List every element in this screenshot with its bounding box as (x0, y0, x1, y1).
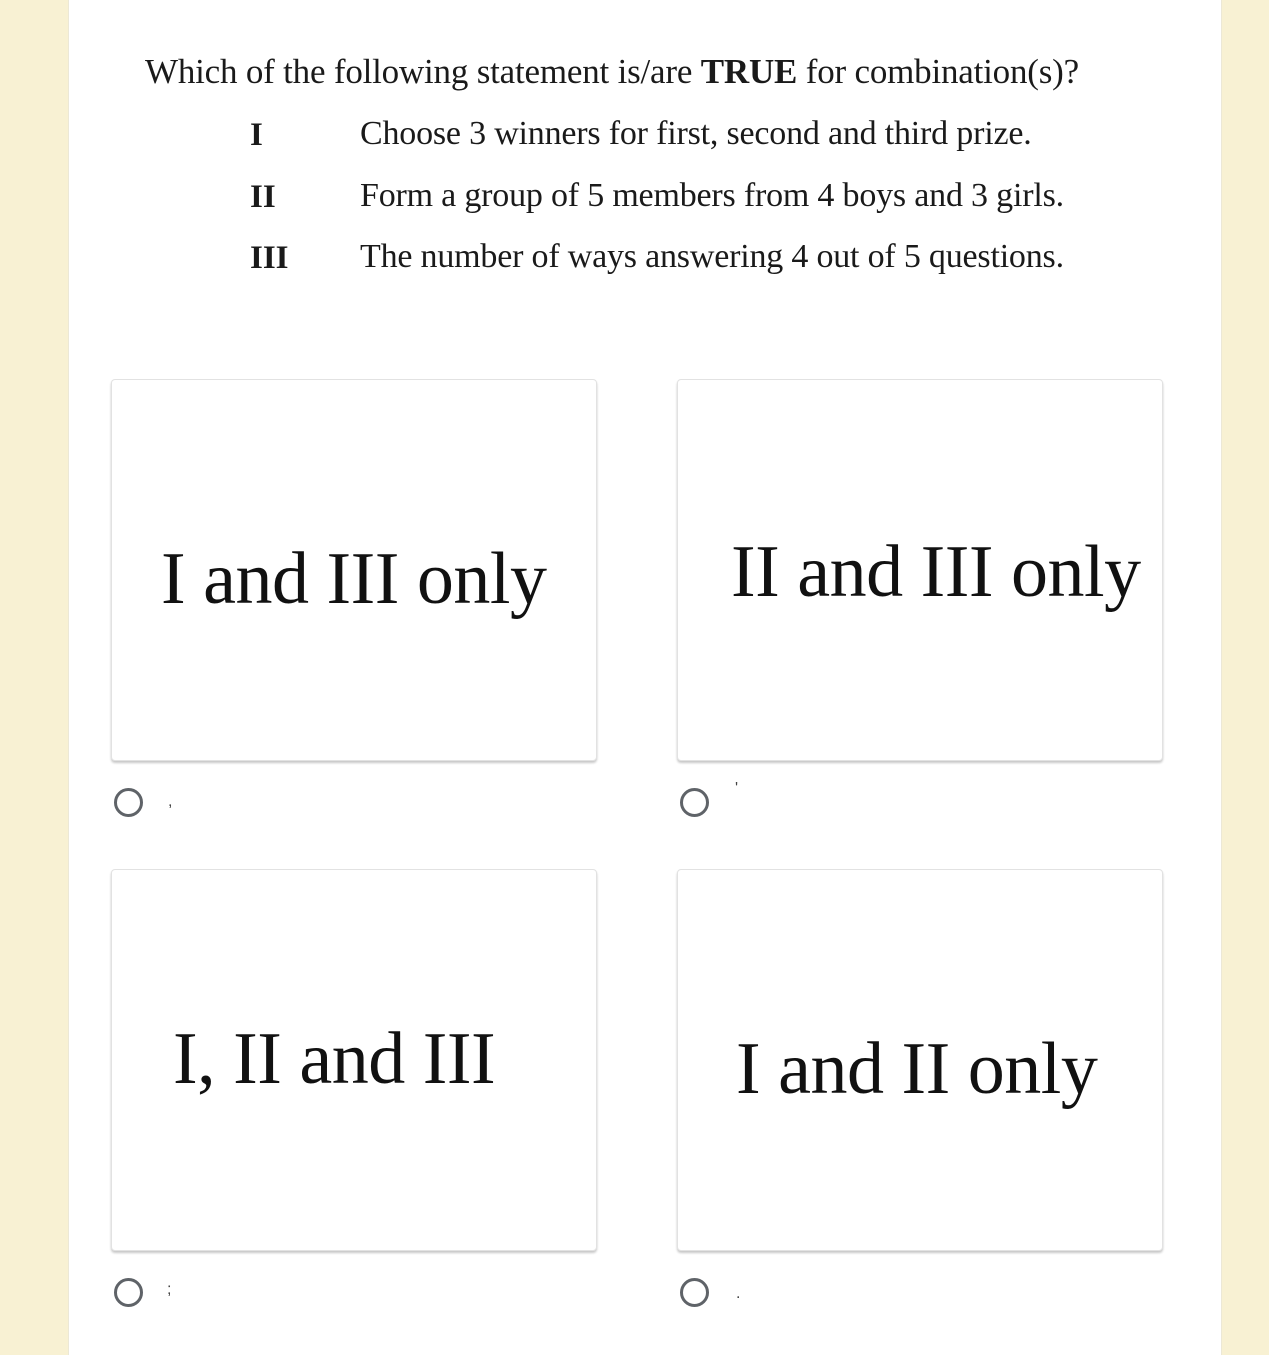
statement-3-number: III (250, 240, 289, 276)
statement-3-text: The number of ways answering 4 out of 5 questions. (360, 238, 1064, 275)
option-b-radio[interactable] (680, 788, 709, 817)
option-card-c[interactable] (111, 869, 597, 1251)
option-d-label: I and II only (736, 1028, 1098, 1110)
question-text (145, 52, 1079, 92)
option-card-b[interactable] (677, 379, 1163, 761)
option-card-d[interactable] (677, 869, 1163, 1251)
option-c-key: ; (167, 1281, 172, 1298)
statement-2-text: Form a group of 5 members from 4 boys and 3 girls. (360, 177, 1064, 214)
option-a-label: I and III only (161, 538, 547, 620)
option-c-radio[interactable] (114, 1278, 143, 1307)
option-card-a[interactable] (111, 379, 597, 761)
question-suffix: for combination(s)? (797, 52, 1079, 91)
option-d-key: . (736, 1285, 741, 1302)
statement-1-text: Choose 3 winners for first, second and third prize. (360, 115, 1032, 152)
option-b-label: II and III only (731, 531, 1141, 613)
option-a-radio[interactable] (114, 788, 143, 817)
option-c-label: I, II and III (173, 1018, 496, 1100)
question-emphasis: TRUE (700, 52, 798, 91)
option-b-key: ' (735, 780, 739, 797)
question-prefix: Which of the following statement is/are (145, 52, 701, 91)
statement-1-number: I (250, 117, 263, 153)
option-a-key: , (168, 793, 173, 810)
option-d-radio[interactable] (680, 1278, 709, 1307)
statement-2-number: II (250, 179, 276, 215)
